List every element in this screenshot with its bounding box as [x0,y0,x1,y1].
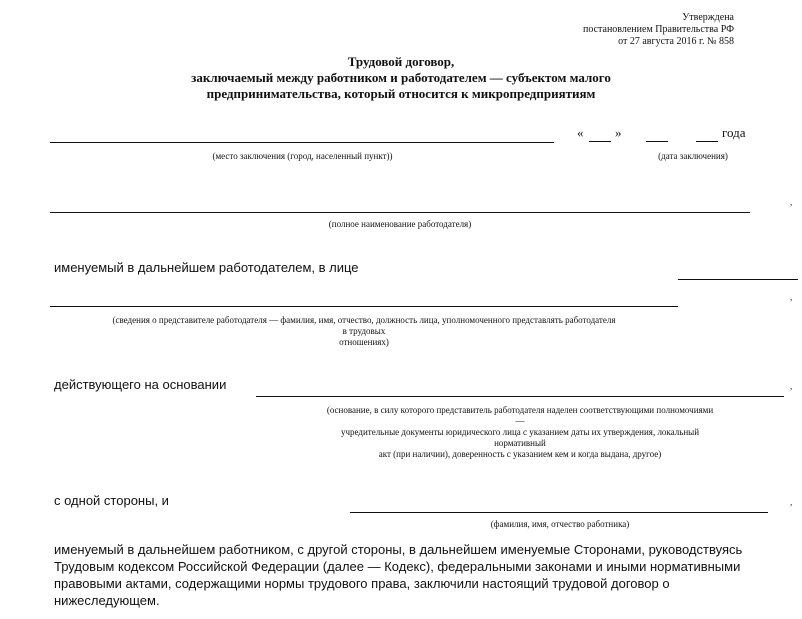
representative-caption [50,315,678,348]
basis-label: действующего на основании [54,377,227,392]
employer-caption: (полное наименование работодателя) [328,219,472,229]
title-line-2: заключаемый между работником и работодателем — субъектом малого [191,70,611,85]
basis-caption-line-5: акт (при наличии), доверенность с указанием кем и когда выдана, другое) [378,449,662,459]
basis-caption-line-2: — [515,416,525,426]
title-line-3: предпринимательства, который относится к микропредприятиям [206,86,596,101]
title-line-1: Трудовой договор, [347,54,455,69]
date-caption: (дата заключения) [658,151,728,161]
employer-name-field[interactable] [50,212,750,213]
representative-field[interactable] [50,306,678,307]
year-field[interactable] [696,141,718,142]
approval-line-2: постановлением Правительства РФ [582,24,734,35]
employee-caption: (фамилия, имя, отчество работника) [490,519,630,529]
representative-caption-line-3: отношениях) [339,337,389,347]
quote-open: « [577,125,584,140]
basis-field[interactable] [256,396,784,397]
basis-caption-line-3: учредительные документы юридического лица с указанием даты их утверждения, локальный [340,427,700,437]
representative-caption-line-1: (сведения о представителе работодателя — фамилия, имя, отчество, должность лица, уполномоченного представлять работодателя [112,315,616,325]
employee-field[interactable] [350,512,768,513]
employee-comma: , [790,497,793,507]
day-field[interactable] [589,141,611,142]
basis-caption-line-4: нормативный [494,438,546,448]
quote-close: » [615,125,622,140]
representative-field-start[interactable] [678,279,798,280]
basis-caption-line-1: (основание, в силу которого представитель работодателя наделен соответствующими полномочиями [326,405,714,415]
month-field[interactable] [646,141,668,142]
document-title [0,54,802,102]
year-label: года [722,125,746,140]
basis-comma: , [790,381,793,391]
place-caption: (место заключения (город, населенный пункт)) [212,151,393,161]
approval-block [583,12,734,48]
approval-line-3: от 27 августа 2016 г. № 858 [618,36,734,47]
representative-label: именуемый в дальнейшем работодателем, в лице [54,260,359,275]
employee-label: с одной стороны, и [54,493,169,508]
body-paragraph: именуемый в дальнейшем работником, с другой стороны, в дальнейшем именуемые Сторонами, руководствуясь Трудовым кодексом Российской Федерации (далее — Кодекс), федеральными законами и иными нормативными правовыми актами, содержащими нормы трудового права, заключили настоящий трудовой договор о нижеследующем. [54,542,743,608]
representative-caption-line-2: в трудовых [342,326,386,336]
employer-comma: , [790,197,793,207]
representative-comma: , [790,292,793,302]
approval-line-1: Утверждена [682,12,734,23]
basis-caption [272,405,768,460]
place-field[interactable] [50,142,554,143]
